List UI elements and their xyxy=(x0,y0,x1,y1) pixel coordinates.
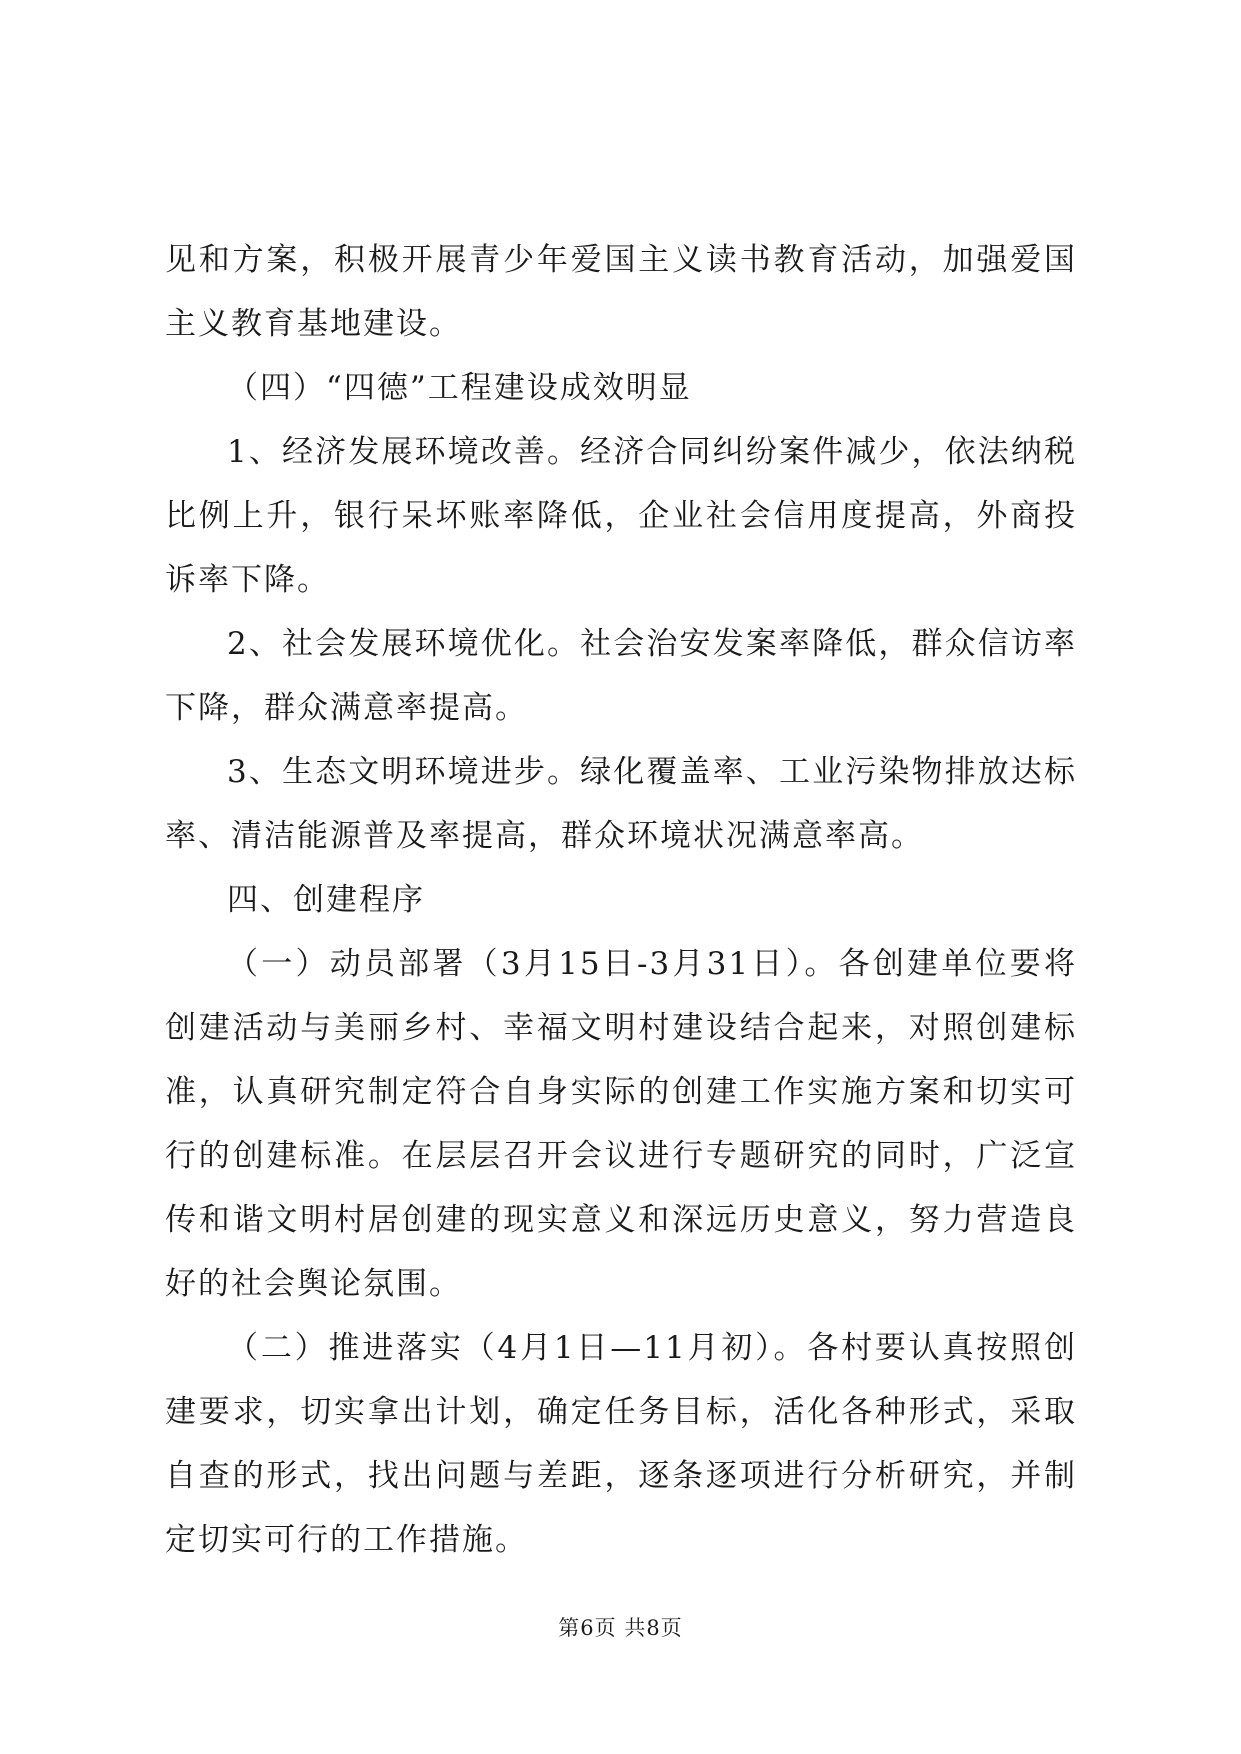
paragraph-ecological-environment: 3、生态文明环境进步。绿化覆盖率、工业污染物排放达标率、清洁能源普及率提高，群众环境状况满意率高。 xyxy=(165,754,1077,854)
page-number-footer: 第6页 共8页 xyxy=(558,1616,683,1640)
section-heading-procedure: 四、创建程序 xyxy=(227,882,425,918)
document-body xyxy=(165,228,1077,1572)
paragraph-economic-environment: 1、经济发展环境改善。经济合同纠纷案件减少，依法纳税比例上升，银行呆坏账率降低，企业社会信用度提高，外商投诉率下降。 xyxy=(165,434,1077,598)
paragraph-social-environment: 2、社会发展环境优化。社会治安发案率降低，群众信访率下降，群众满意率提高。 xyxy=(165,626,1077,726)
paragraph-implementation: （二）推进落实（4月1日—11月初）。各村要认真按照创建要求，切实拿出计划，确定任务目标，活化各种形式，采取自查的形式，找出问题与差距，逐条逐项进行分析研究，并制定切实可行的工作措施。 xyxy=(165,1330,1077,1558)
section-heading-four-virtues: （四）“四德”工程建设成效明显 xyxy=(227,370,692,406)
paragraph-continuation: 见和方案，积极开展青少年爱国主义读书教育活动，加强爱国主义教育基地建设。 xyxy=(165,242,1077,342)
paragraph-mobilization: （一）动员部署（3月15日-3月31日）。各创建单位要将创建活动与美丽乡村、幸福文明村建设结合起来，对照创建标准，认真研究制定符合自身实际的创建工作实施方案和切实可行的创建标准。在层层召开会议进行专题研究的同时，广泛宣传和谐文明村居创建的现实意义和深远历史意义，努力营造良好的社会舆论氛围。 xyxy=(165,946,1077,1302)
